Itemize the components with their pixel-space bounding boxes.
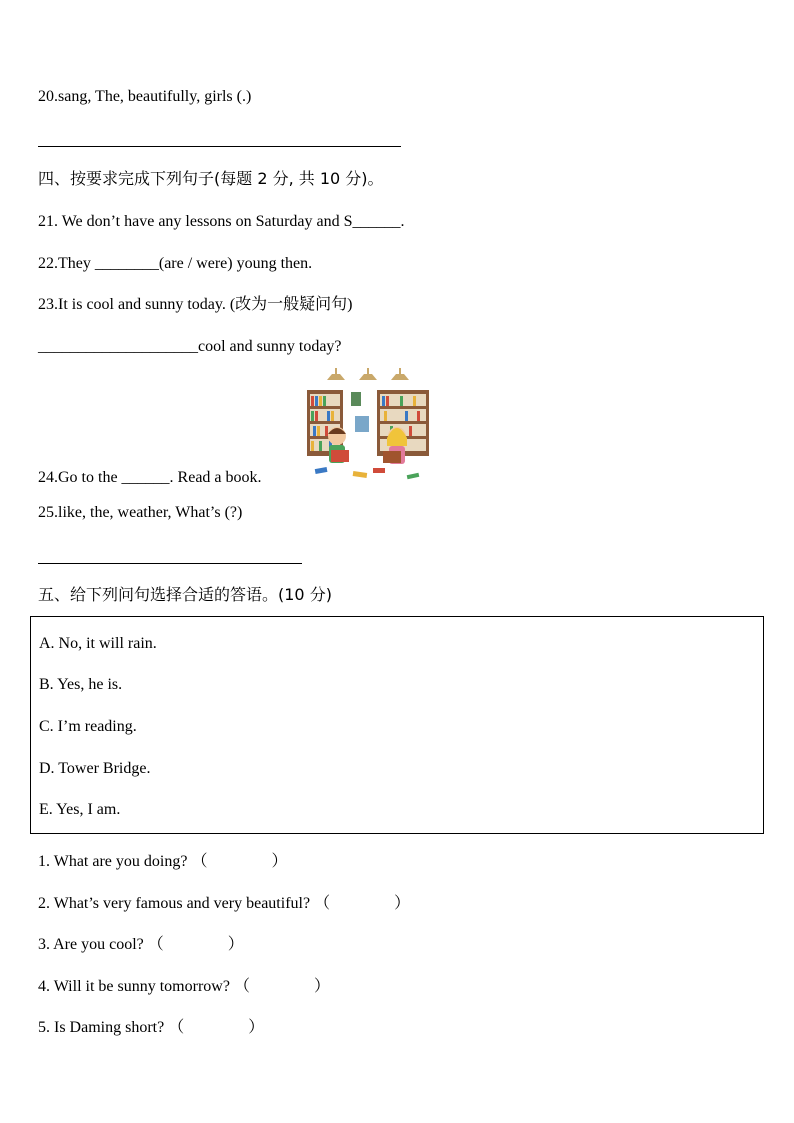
question-text: 4. Will it be sunny tomorrow?: [38, 978, 230, 995]
answer-options-box: [30, 616, 764, 834]
section-4-heading: 四、按要求完成下列句子(每题 2 分, 共 10 分)。: [38, 169, 384, 188]
question-20: 20.sang, The, beautifully, girls (.): [38, 88, 252, 105]
answer-blank[interactable]: （ ）: [168, 1019, 265, 1036]
question-text: 3. Are you cool?: [38, 936, 144, 953]
answer-blank[interactable]: （ ）: [233, 978, 330, 995]
option-d: D. Tower Bridge.: [39, 760, 151, 777]
question-24: 24.Go to the ______. Read a book.: [38, 469, 262, 486]
question-21: 21. We don’t have any lessons on Saturday and S______.: [38, 213, 405, 230]
question-5-1: [38, 848, 287, 871]
question-5-2: [38, 890, 410, 913]
question-23: 23.It is cool and sunny today. (改为一般疑问句): [38, 296, 353, 313]
section-5-heading: 五、给下列问句选择合适的答语。(10 分): [38, 585, 332, 604]
question-23-answer: ____________________cool and sunny today?: [38, 338, 342, 355]
answer-line-20: [38, 146, 401, 147]
question-5-3: [38, 931, 244, 954]
option-e: E. Yes, I am.: [39, 801, 121, 818]
library-reading-illustration: [305, 368, 435, 486]
question-25: 25.like, the, weather, What’s (?): [38, 504, 243, 521]
question-text: 1. What are you doing?: [38, 853, 188, 870]
option-c: C. I’m reading.: [39, 718, 137, 735]
question-5-4: [38, 973, 330, 996]
answer-blank[interactable]: （ ）: [191, 853, 288, 870]
answer-blank[interactable]: （ ）: [147, 936, 244, 953]
question-5-5: [38, 1014, 264, 1037]
question-22: 22.They ________(are / were) young then.: [38, 255, 313, 272]
option-b: B. Yes, he is.: [39, 676, 123, 693]
answer-line-25: [38, 563, 302, 564]
question-text: 5. Is Daming short?: [38, 1019, 165, 1036]
option-a: A. No, it will rain.: [39, 635, 157, 652]
answer-blank[interactable]: （ ）: [314, 895, 411, 912]
question-text: 2. What’s very famous and very beautiful?: [38, 895, 311, 912]
